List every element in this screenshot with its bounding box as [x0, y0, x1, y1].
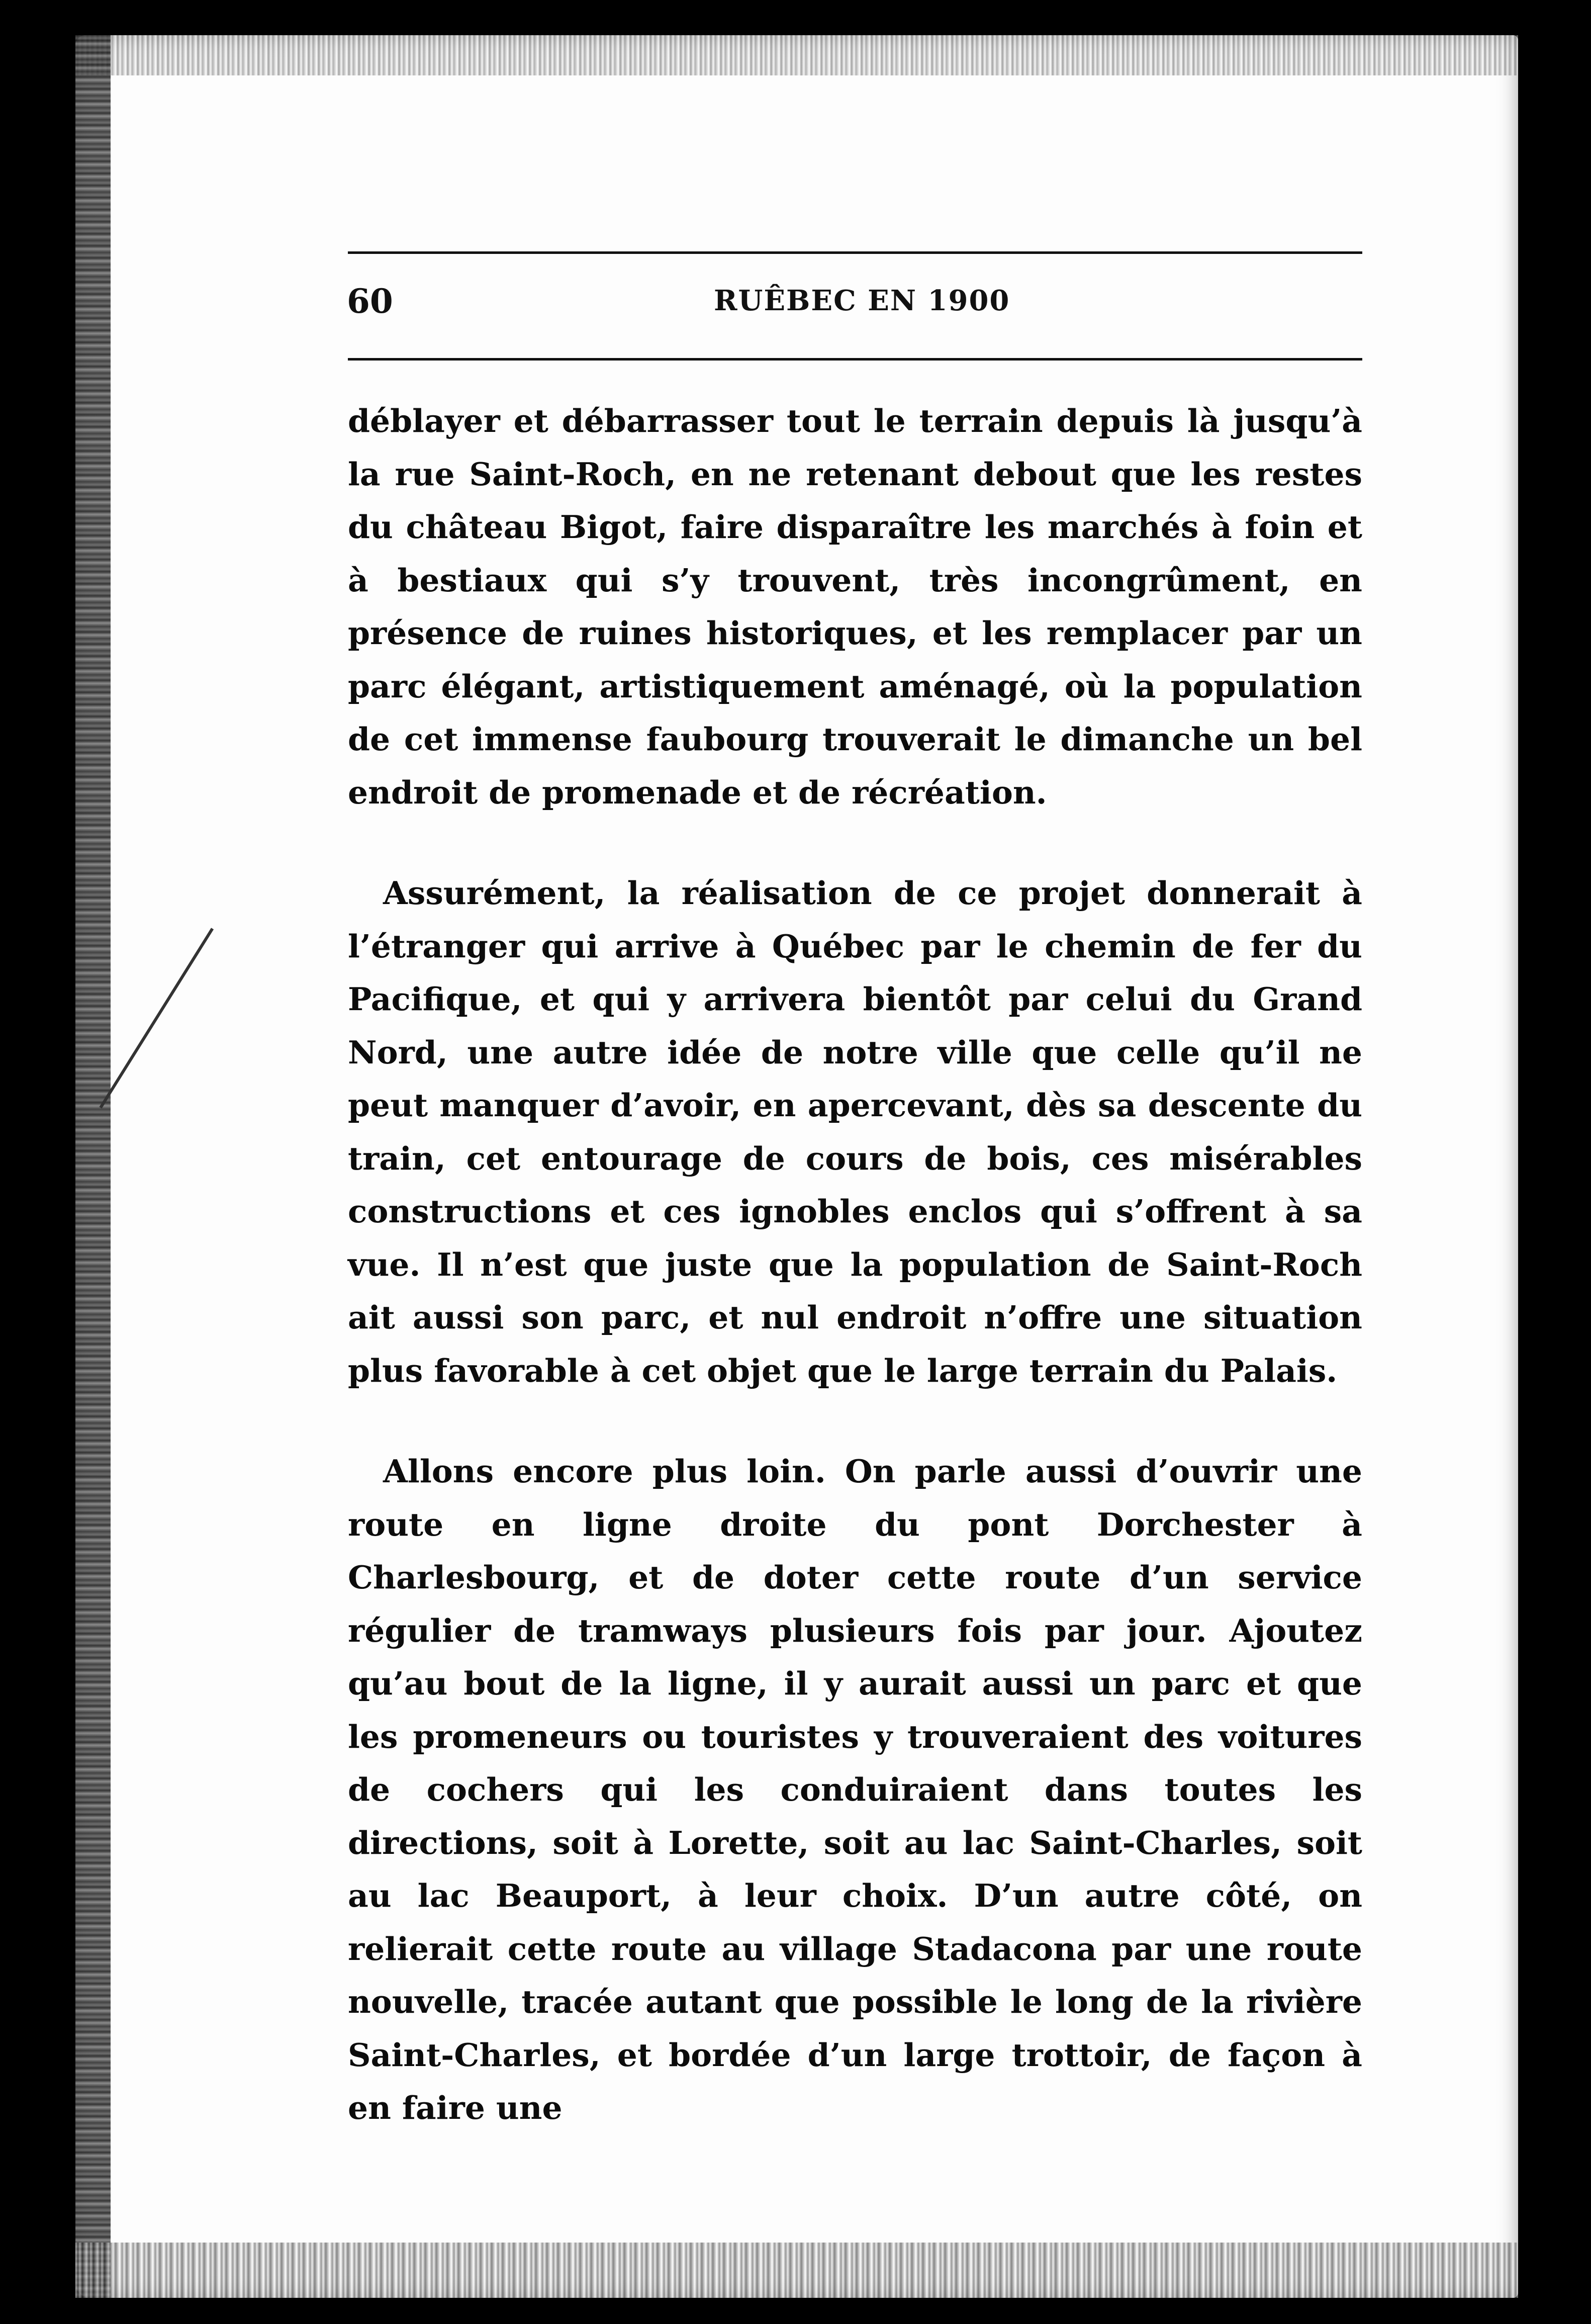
scan-noise-top [75, 35, 1518, 75]
body-text [348, 395, 1362, 2135]
paragraph-1: déblayer et débarrasser tout le terrain depuis là jusqu’à la rue Saint-Roch, en ne retenant debout que les restes du château Bigot, faire disparaître les marchés à foin et à bestiaux qui s’y trouvent, très incongrûment, en présence de ruines historiques, et les remplacer par un parc élégant, artistiquement aménagé, où la population de cet immense faubourg trouverait le dimanche un bel endroit de promenade et de récréation. [348, 402, 1362, 811]
running-title: RUÊBEC EN 1900 [714, 284, 1010, 317]
header-rule-top [348, 251, 1362, 254]
paragraph-3: Allons encore plus loin. On parle aussi d’ouvrir une route en ligne droite du pont Dorchester à Charlesbourg, et de doter cette route d’un service régulier de tramways plusieurs fois par jour. Ajoutez qu’au bout de la ligne, il y aurait aussi un parc et que les promeneurs ou touristes y trouveraient des voitures de cochers qui les conduiraient dans toutes les directions, soit à Lorette, soit au lac Saint-Charles, soit au lac Beauport, à leur choix. D’un autre côté, on relierait cette route au village Stadacona par une route nouvelle, tracée autant que possible le long de la rivière Saint-Charles, et bordée d’un large trottoir, de façon à en faire une [348, 1453, 1362, 2126]
header-rule-bottom [348, 358, 1362, 361]
paragraph-2: Assurément, la réalisation de ce projet donnerait à l’étranger qui arrive à Québec par le chemin de fer du Pacifique, et qui y arrivera bientôt par celui du Grand Nord, une autre idée de notre ville que celle qu’il ne peut manquer d’avoir, en apercevant, dès sa descente du train, cet entourage de cours de bois, ces misérables constructions et ces ignobles enclos qui s’offrent à sa vue. Il n’est que juste que la population de Saint-Roch ait aussi son parc, et nul endroit n’offre une situation plus favorable à cet objet que le large terrain du Palais. [348, 874, 1362, 1389]
scan-border-right [1518, 0, 1591, 2324]
scan-noise-bottom [75, 2243, 1518, 2298]
page-number: 60 [347, 282, 393, 321]
scan-noise-left [75, 35, 111, 2298]
